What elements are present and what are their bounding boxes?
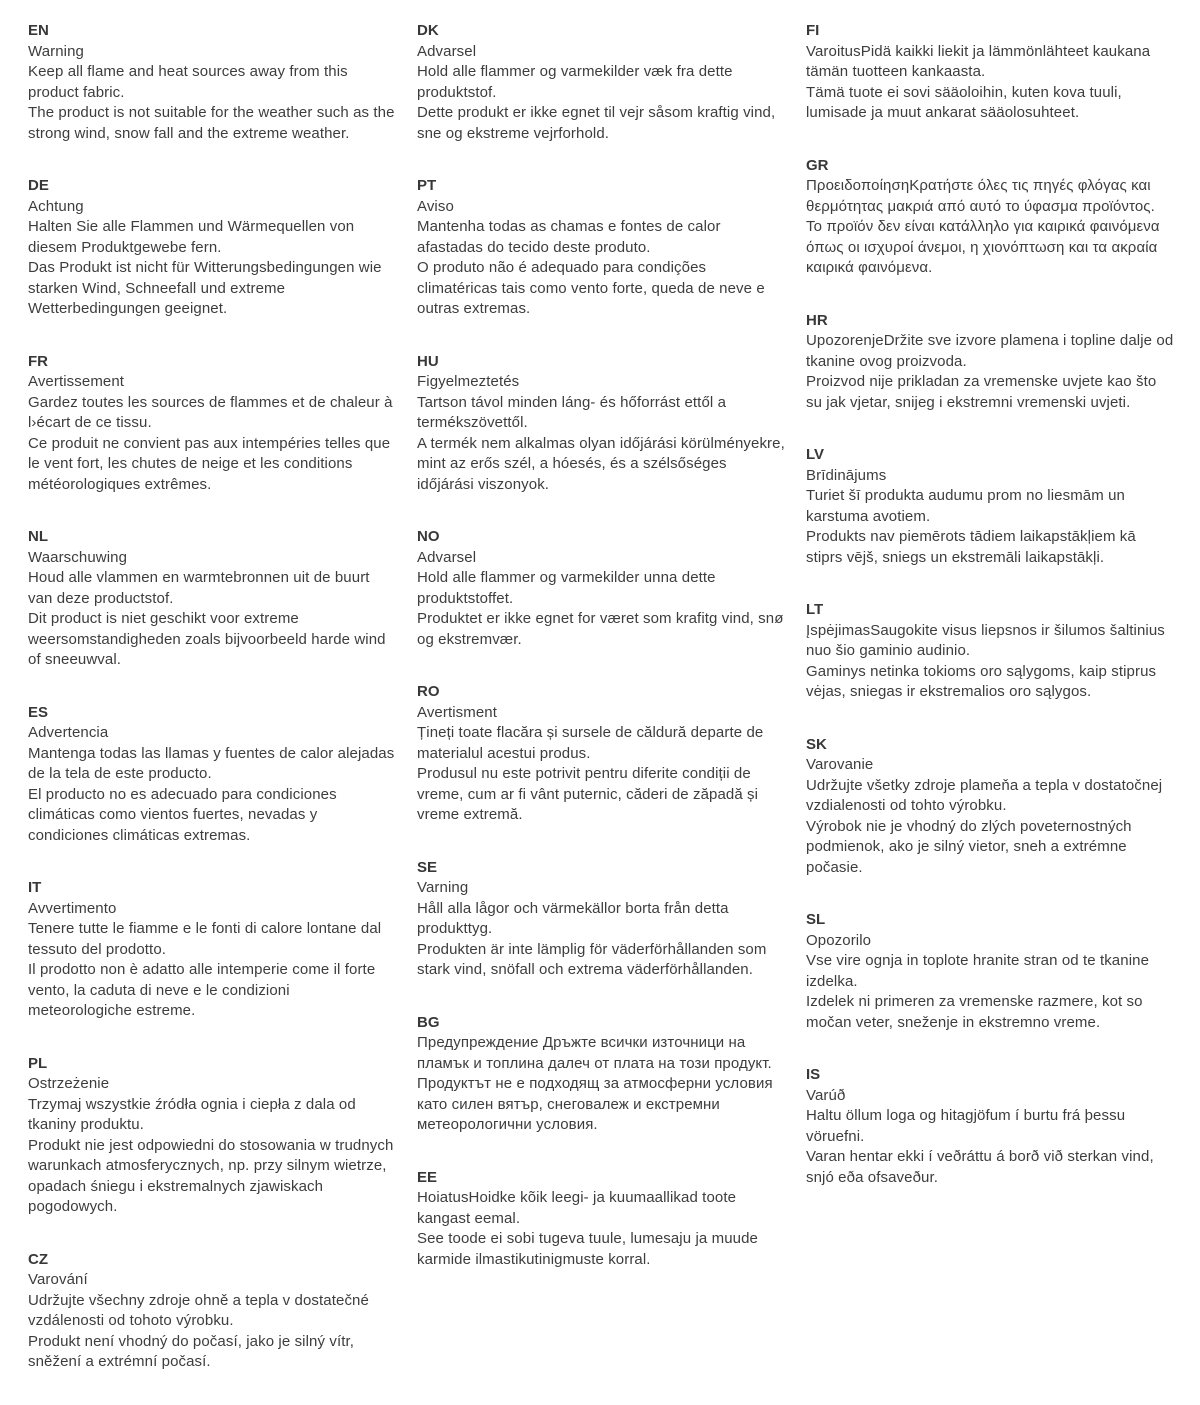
warning-paragraph: Halten Sie alle Flammen und Wärmequellen von diesem Produktgewebe fern. — [28, 218, 355, 256]
warning-paragraph: Produkts nav piemērots tādiem laikapstākļiem kā stiprs vējš, sniegs un ekstremāli laikapstākļi. — [806, 528, 1136, 566]
warning-paragraph: Advarsel — [417, 42, 477, 60]
warning-paragraph: Gardez toutes les sources de flammes et de chaleur à l›écart de ce tissu. — [28, 393, 393, 431]
warning-paragraph: Продуктът не е подходящ за атмосферни условия като силен вятър, снеговалеж и екстремни метеорологични условия. — [417, 1075, 773, 1133]
warning-paragraph: Produkten är inte lämplig för väderförhållanden som stark vind, snöfall och extrema väderförhållanden. — [417, 940, 767, 978]
language-section-pt — [417, 176, 785, 320]
language-section-sl — [806, 910, 1174, 1033]
language-code: SK — [806, 735, 827, 753]
language-code: BG — [417, 1013, 440, 1031]
warning-paragraph: Το προϊόν δεν είναι κατάλληλο για καιρικά φαινόμενα όπως οι ισχυροί άνεμοι, η χιονόπτωση και τα ακραία καιρικά φαινόμενα. — [806, 218, 1160, 276]
warning-paragraph: Warning — [28, 42, 84, 60]
warning-paragraph: Țineți toate flacăra și sursele de căldură departe de materialul acestui produs. — [417, 724, 764, 762]
warning-paragraph: Tämä tuote ei sovi sääoloihin, kuten kova tuuli, lumisade ja muut ankarat sääolosuhteet. — [806, 83, 1122, 121]
warning-paragraph: See toode ei sobi tugeva tuule, lumesaju ja muude karmide ilmastikutinigmuste korral. — [417, 1230, 758, 1268]
language-section-lt — [806, 600, 1174, 703]
warning-paragraph: HoiatusHoidke kõik leegi- ja kuumaallikad toote kangast eemal. — [417, 1189, 737, 1227]
warning-paragraph: Figyelmeztetés — [417, 373, 520, 390]
language-section-en — [28, 21, 396, 144]
language-section-hr — [806, 311, 1174, 414]
warning-paragraph: Varovanie — [806, 756, 874, 773]
language-section-es — [28, 703, 396, 847]
warning-paragraph: Proizvod nije prikladan za vremenske uvjete kao što su jak vjetar, snijeg i ekstremni vremenski uvjeti. — [806, 373, 1157, 411]
language-code: CZ — [28, 1250, 48, 1268]
warning-paragraph: Produkt není vhodný do počasí, jako je silný vítr, sněžení a extrémní počasí. — [28, 1332, 355, 1370]
warning-paragraph: El producto no es adecuado para condiciones climáticas como vientos fuertes, nevadas y condiciones climáticas extremas. — [28, 785, 337, 844]
warning-paragraph: Waarschuwing — [28, 548, 128, 566]
warning-paragraph: Turiet šī produkta audumu prom no liesmām un karstuma avotiem. — [806, 487, 1125, 525]
language-code: RO — [417, 683, 440, 700]
warning-paragraph: O produto não é adequado para condições climatéricas tais como vento forte, queda de neve e outras extremas. — [417, 259, 765, 317]
language-code: FI — [806, 22, 820, 39]
language-section-dk — [417, 21, 785, 144]
language-code: IT — [28, 879, 42, 896]
language-code: SL — [806, 911, 826, 928]
language-code: FR — [28, 352, 48, 370]
language-section-is — [806, 1065, 1174, 1188]
warning-paragraph: Ostrzeżenie — [28, 1075, 110, 1092]
warning-paragraph: Keep all flame and heat sources away from this product fabric. — [28, 63, 348, 101]
warning-paragraph: Produktet er ikke egnet for været som krafitg vind, snø og ekstremvær. — [417, 610, 784, 648]
language-code: EE — [417, 1168, 438, 1186]
warning-paragraph: Mantenga todas las llamas y fuentes de calor alejadas de la tela de este producto. — [28, 744, 395, 782]
language-section-no — [417, 527, 785, 650]
warning-column-1 — [28, 21, 396, 1405]
warning-paragraph: Advarsel — [417, 548, 477, 566]
warning-column-3 — [806, 21, 1174, 1405]
warning-paragraph: Ce produit ne convient pas aux intempéries telles que le vent fort, les chutes de neige et les conditions météorologiques extrêmes. — [28, 434, 391, 493]
language-section-gr — [806, 156, 1174, 279]
language-section-fi — [806, 21, 1174, 124]
language-code: HU — [417, 352, 439, 370]
warning-paragraph: Udržujte všechny zdroje ohně a tepla v dostatečné vzdálenosti od tohoto výrobku. — [28, 1291, 369, 1329]
language-section-de — [28, 176, 396, 320]
warning-paragraph: Brīdinājums — [806, 466, 887, 484]
warning-paragraph: Produkt nie jest odpowiedni do stosowania w trudnych warunkach atmosferycznych, np. przy silnym wietrze, opadach śniegu i ekstremalnych zjawiskach pogodowych. — [28, 1136, 394, 1215]
language-code: LV — [806, 446, 825, 463]
warning-paragraph: Trzymaj wszystkie źródła ognia i ciepła z dala od tkaniny produktu. — [28, 1095, 356, 1133]
warning-paragraph: ΠροειδοποίησηΚρατήστε όλες τις πηγές φλόγας και θερμότητας μακριά από αυτό το ύφασμα προϊόντος. — [806, 177, 1155, 215]
warning-paragraph: Varúð — [806, 1086, 846, 1104]
warning-paragraph: UpozorenjeDržite sve izvore plamena i topline dalje od tkanine ovog proizvoda. — [806, 332, 1174, 370]
warning-paragraph: Das Produkt ist nicht für Witterungsbedingungen wie starken Wind, Schneefall und extreme Wetterbedingungen geeignet. — [28, 259, 382, 317]
warning-paragraph: Haltu öllum loga og hitagjöfum í burtu frá þessu vöruefni. — [806, 1107, 1126, 1145]
language-section-lv — [806, 445, 1174, 568]
warning-paragraph: ĮspėjimasSaugokite visus liepsnos ir šilumos šaltinius nuo šio gaminio audinio. — [806, 621, 1165, 659]
warning-column-2 — [417, 21, 785, 1405]
language-code: DE — [28, 177, 49, 194]
language-section-ee — [417, 1168, 785, 1271]
warning-paragraph: Hold alle flammer og varmekilder unna dette produktstoffet. — [417, 569, 716, 607]
language-section-sk — [806, 735, 1174, 879]
warning-paragraph: Avertissement — [28, 373, 125, 390]
warning-paragraph: Houd alle vlammen en warmtebronnen uit de buurt van deze productstof. — [28, 569, 370, 607]
language-code: DK — [417, 22, 439, 39]
warning-paragraph: Il prodotto non è adatto alle intemperie come il forte vento, la caduta di neve e le condizioni meteorologiche estreme. — [28, 961, 376, 1019]
warning-paragraph: Udržujte všetky zdroje plameňa a tepla v dostatočnej vzdialenosti od tohto výrobku. — [806, 776, 1163, 814]
language-section-it — [28, 878, 396, 1022]
language-code: IS — [806, 1066, 821, 1083]
language-section-se — [417, 858, 785, 981]
language-section-pl — [28, 1054, 396, 1218]
language-code: GR — [806, 156, 829, 174]
warning-paragraph: Mantenha todas as chamas e fontes de calor afastadas do tecido deste produto. — [417, 218, 721, 256]
warning-paragraph: Advertencia — [28, 724, 109, 741]
warning-paragraph: Aviso — [417, 197, 454, 215]
language-code: PL — [28, 1054, 48, 1072]
language-code: NL — [28, 528, 48, 545]
warning-paragraph: Varan hentar ekki í veðráttu á borð við sterkan vind, snjó eða ofsaveður. — [806, 1148, 1154, 1186]
language-code: HR — [806, 311, 828, 329]
warning-paragraph: Výrobok nie je vhodný do zlých poveternostných podmienok, ako je silný vietor, sneh a extrémne počasie. — [806, 817, 1132, 876]
warning-paragraph: Varning — [417, 879, 469, 896]
language-code: ES — [28, 703, 49, 721]
warning-paragraph: Hold alle flammer og varmekilder væk fra dette produktstof. — [417, 63, 733, 101]
language-section-nl — [28, 527, 396, 671]
warning-paragraph: Håll alla lågor och värmekällor borta från detta produkttyg. — [417, 899, 729, 937]
language-code: PT — [417, 177, 437, 194]
warning-paragraph: Produsul nu este potrivit pentru diferite condiții de vreme, cum ar fi vânt puternic, căderi de zăpadă și vreme extremă. — [417, 765, 759, 823]
warning-paragraph: Dit product is niet geschikt voor extreme weersomstandigheden zoals bijvoorbeeld harde wind of sneeuwval. — [28, 610, 386, 668]
language-code: EN — [28, 22, 49, 39]
warning-paragraph: Tartson távol minden láng- és hőforrást ettől a termékszövettől. — [417, 393, 727, 431]
warning-paragraph: Tenere tutte le fiamme e le fonti di calore lontane dal tessuto del prodotto. — [28, 920, 382, 958]
warning-paragraph: Opozorilo — [806, 931, 872, 949]
warning-paragraph: Varování — [28, 1271, 88, 1288]
warning-paragraph: Avvertimento — [28, 899, 117, 917]
warning-paragraph: Gaminys netinka tokioms oro sąlygoms, kaip stiprus vėjas, sniegas ir ekstremalios oro sąlygos. — [806, 662, 1157, 700]
warning-paragraph: Avertisment — [417, 703, 498, 721]
warning-paragraph: A termék nem alkalmas olyan időjárási körülményekre, mint az erős szél, a hóesés, és a szélsőséges időjárási viszonyok. — [417, 434, 785, 493]
language-section-cz — [28, 1250, 396, 1373]
warning-paragraph: Izdelek ni primeren za vremenske razmere, kot so močan veter, sneženje in ekstremno vreme. — [806, 993, 1143, 1031]
language-code: SE — [417, 858, 438, 876]
language-section-hu — [417, 352, 785, 496]
language-section-fr — [28, 352, 396, 496]
warning-paragraph: Предупреждение Дръжте всички източници на пламък и топлина далеч от плата на този продукт. — [417, 1034, 772, 1072]
language-section-ro — [417, 682, 785, 826]
warning-paragraph: Dette produkt er ikke egnet til vejr såsom kraftig vind, sne og ekstreme vejrforhold. — [417, 104, 776, 142]
language-code: NO — [417, 528, 440, 545]
language-section-bg — [417, 1013, 785, 1136]
warning-paragraph: Vse vire ognja in toplote hranite stran od te tkanine izdelka. — [806, 952, 1150, 990]
warning-paragraph: Achtung — [28, 197, 84, 215]
language-code: LT — [806, 601, 824, 618]
warning-paragraph: The product is not suitable for the weather such as the strong wind, snow fall and the extreme weather. — [28, 104, 395, 142]
warning-paragraph: VaroitusPidä kaikki liekit ja lämmönlähteet kaukana tämän tuotteen kankaasta. — [806, 42, 1151, 80]
